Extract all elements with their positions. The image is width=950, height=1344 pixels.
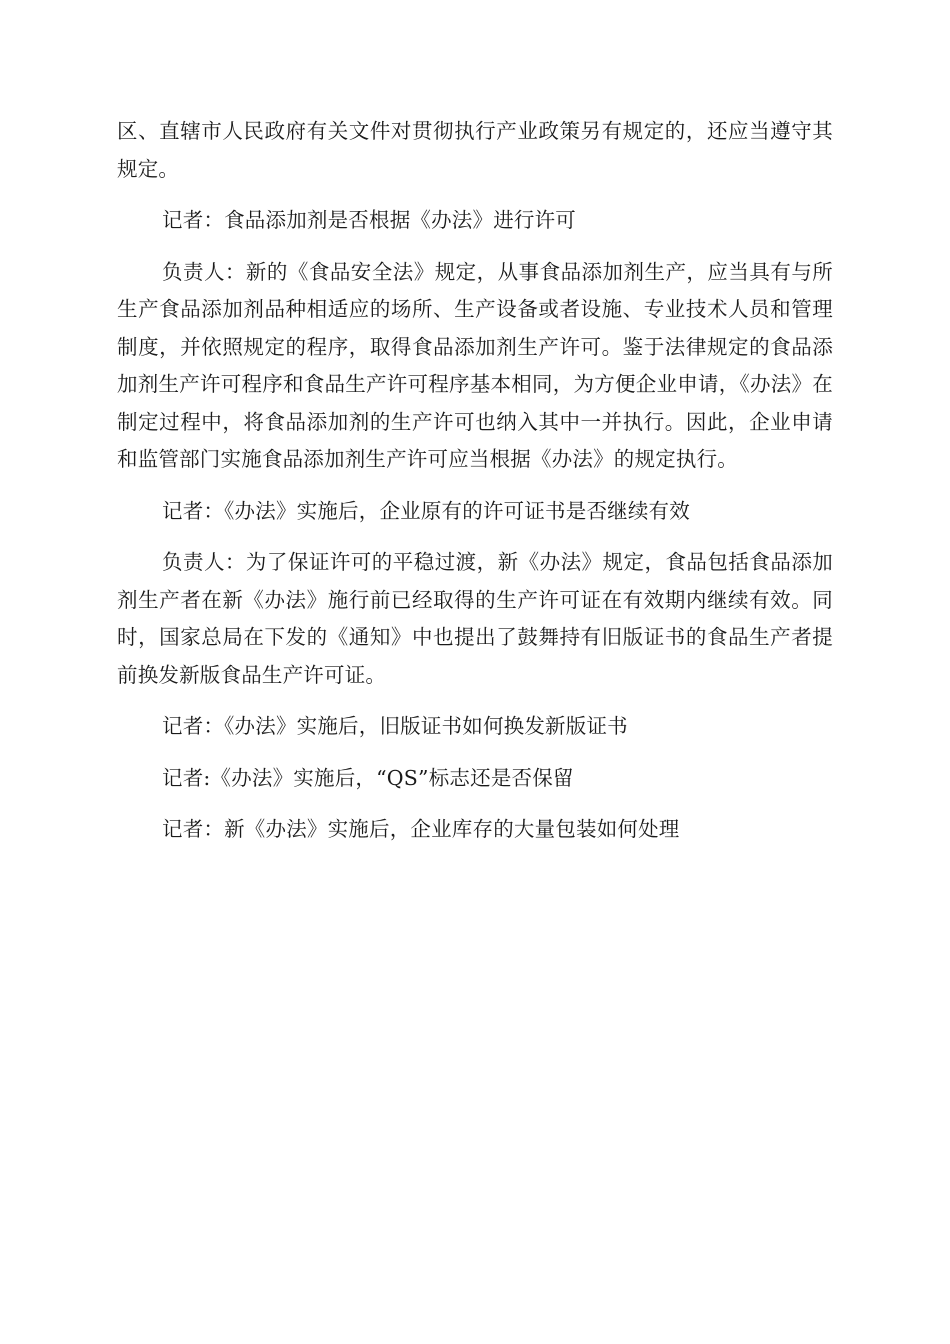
question-qs-mark: 记者:《办法》实施后，“QS”标志还是否保留 <box>162 765 574 790</box>
paragraph-gap <box>117 188 833 202</box>
paragraph-gap <box>117 530 833 544</box>
question-packaging-inventory: 记者：新《办法》实施后，企业库存的大量包装如何处理 <box>162 817 680 841</box>
paragraph-gap <box>117 797 833 811</box>
answer-food-additive-license: 负责人：新的《食品安全法》规定，从事食品添加剂生产，应当具有与所生产食品添加剂品种相适应的场所、生产设备或者设施、专业技术人员和管理制度，并依照规定的程序，取得食品添加剂生产许可。鉴于法律规定的食品添加剂生产许可程序和食品生产许可程序基本相同，为方便企业申请，《办法》在制定过程中，将食品添加剂的生产许可也纳入其中一并执行。因此，企业申请和监管部门实施食品添加剂生产许可应当根据《办法》的规定执行。 <box>117 259 833 471</box>
paragraph-gap <box>117 746 833 760</box>
paragraph-gap <box>117 694 833 708</box>
paragraph-gap <box>117 240 833 254</box>
question-original-license-validity: 记者：《办法》实施后，企业原有的许可证书是否继续有效 <box>162 498 690 523</box>
paragraph-gap <box>117 479 833 493</box>
document-body <box>117 113 833 849</box>
question-certificate-renewal: 记者：《办法》实施后，旧版证书如何换发新版证书 <box>162 714 628 738</box>
answer-original-license-validity: 负责人：为了保证许可的平稳过渡，新《办法》规定，食品包括食品添加剂生产者在新《办法》施行前已经取得的生产许可证在有效期内继续有效。同时，国家总局在下发的《通知》中也提出了鼓舞持有旧版证书的食品生产者提前换发新版食品生产许可证。 <box>117 550 833 687</box>
question-food-additive-license: 记者：食品添加剂是否根据《办法》进行许可 <box>162 208 576 232</box>
paragraph-continuation: 区、直辖市人民政府有关文件对贯彻执行产业政策另有规定的，还应当遵守其规定。 <box>117 119 833 181</box>
